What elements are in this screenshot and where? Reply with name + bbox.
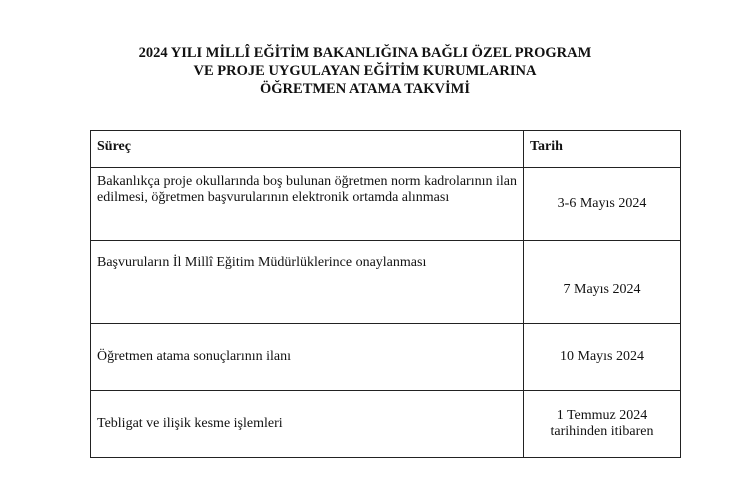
date-cell: 3-6 Mayıs 2024 — [524, 168, 681, 241]
process-cell: Başvuruların İl Millî Eğitim Müdürlüklerince onaylanması — [91, 241, 524, 324]
table-row — [91, 391, 681, 458]
process-cell: Öğretmen atama sonuçlarının ilanı — [91, 324, 524, 391]
date-line-1: 1 Temmuz 2024 — [556, 408, 648, 423]
title-line-2: VE PROJE UYGULAYAN EĞİTİM KURUMLARINA — [193, 63, 537, 79]
process-cell: Tebligat ve ilişik kesme işlemleri — [91, 391, 524, 458]
schedule-table — [90, 130, 681, 458]
table-row — [91, 168, 681, 241]
process-cell: Bakanlıkça proje okullarında boş bulunan öğretmen norm kadrolarının ilan edilmesi, öğretmen başvurularının elektronik ortamda alınması — [91, 168, 524, 241]
table-row — [91, 324, 681, 391]
date-cell — [524, 391, 681, 458]
title-line-1: 2024 YILI MİLLÎ EĞİTİM BAKANLIĞINA BAĞLI ÖZEL PROGRAM — [138, 45, 592, 61]
date-cell: 7 Mayıs 2024 — [524, 241, 681, 324]
document-title — [0, 44, 730, 98]
header-process: Süreç — [91, 131, 524, 168]
title-line-3: ÖĞRETMEN ATAMA TAKVİMİ — [260, 81, 470, 97]
date-line-2: tarihinden itibaren — [550, 424, 654, 439]
date-cell: 10 Mayıs 2024 — [524, 324, 681, 391]
header-date: Tarih — [524, 131, 681, 168]
table-row — [91, 241, 681, 324]
table-header-row — [91, 131, 681, 168]
